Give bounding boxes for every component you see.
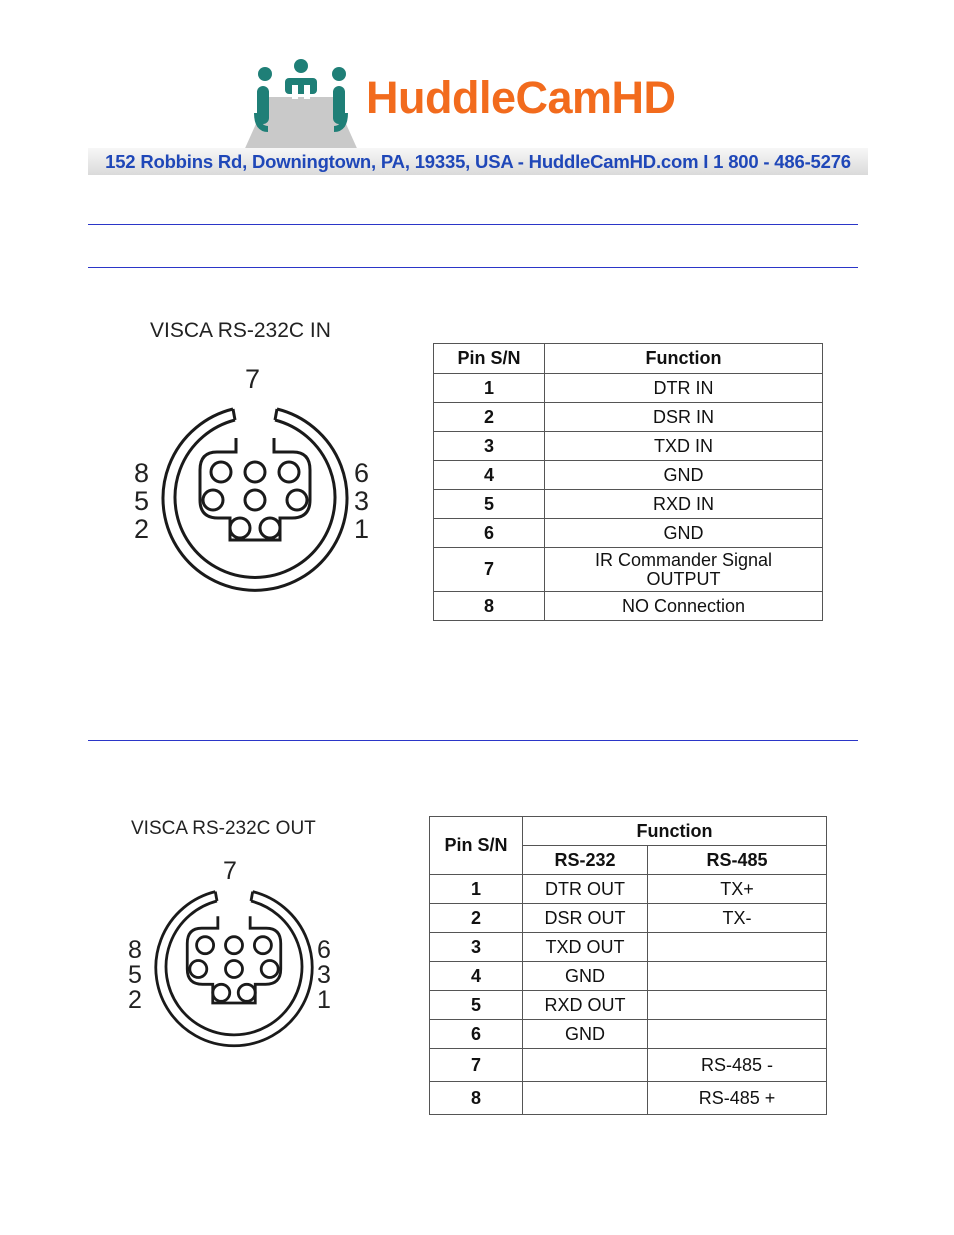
company-address: 152 Robbins Rd, Downingtown, PA, 19335, USA - HuddleCamHD.com I 1 800 - 486-5276 [105, 151, 851, 172]
rs485-cell: TX- [648, 904, 827, 933]
connector-left-pin-label: 5 [128, 961, 142, 989]
rs485-cell [648, 933, 827, 962]
connector-right-pin-label: 3 [354, 486, 370, 516]
visca-out-pin-table [429, 816, 827, 1115]
rs232-cell: DTR OUT [523, 875, 648, 904]
pin-cell: 7 [434, 548, 545, 592]
mini-din-connector-icon [150, 884, 318, 1054]
pin-cell: 6 [434, 519, 545, 548]
rs232-cell: GND [523, 1020, 648, 1049]
table-row [434, 461, 823, 490]
divider-rule [88, 267, 858, 268]
rs485-cell [648, 991, 827, 1020]
table-row [430, 962, 827, 991]
connector-right-pin-label: 3 [317, 961, 331, 989]
table-header: RS-485 [648, 846, 827, 875]
table-header: Pin S/N [434, 344, 545, 374]
table-header: Function [545, 344, 823, 374]
pin-cell: 2 [430, 904, 523, 933]
table-header: Function [523, 817, 827, 846]
function-cell: GND [545, 519, 823, 548]
pin-cell: 1 [434, 374, 545, 403]
connector-left-pin-label: 2 [128, 986, 142, 1014]
rs232-cell [523, 1049, 648, 1082]
table-row [430, 1082, 827, 1115]
connector-top-pin-label: 7 [245, 364, 261, 394]
table-row [434, 374, 823, 403]
visca-in-title: VISCA RS-232C IN [150, 319, 331, 342]
table-row [434, 519, 823, 548]
rs485-cell [648, 1020, 827, 1049]
pin-cell: 8 [434, 592, 545, 621]
table-header: RS-232 [523, 846, 648, 875]
table-row [434, 592, 823, 621]
pin-cell: 5 [434, 490, 545, 519]
visca-in-pin-table [433, 343, 823, 621]
pin-cell: 7 [430, 1049, 523, 1082]
function-cell: DSR IN [545, 403, 823, 432]
table-row [430, 1020, 827, 1049]
connector-right-pin-label: 6 [317, 936, 331, 964]
function-cell: TXD IN [545, 432, 823, 461]
rs485-cell: RS-485 + [648, 1082, 827, 1115]
function-cell: RXD IN [545, 490, 823, 519]
table-row [434, 490, 823, 519]
pin-cell: 4 [434, 461, 545, 490]
rs232-cell: RXD OUT [523, 991, 648, 1020]
mini-din-connector-icon [160, 400, 350, 600]
visca-out-title: VISCA RS-232C OUT [131, 818, 316, 839]
rs485-cell [648, 962, 827, 991]
table-row [434, 403, 823, 432]
pin-cell: 8 [430, 1082, 523, 1115]
connector-left-pin-label: 5 [134, 486, 150, 516]
rs232-cell: DSR OUT [523, 904, 648, 933]
connector-right-pin-label: 1 [354, 514, 370, 544]
function-cell: DTR IN [545, 374, 823, 403]
table-row [434, 432, 823, 461]
function-text: IR Commander Signal OUTPUT [594, 549, 773, 589]
function-cell: NO Connection [545, 592, 823, 621]
table-header: Pin S/N [430, 817, 523, 875]
table-row [430, 904, 827, 933]
connector-right-pin-label: 6 [354, 458, 370, 488]
pin-cell: 3 [430, 933, 523, 962]
pin-cell: 5 [430, 991, 523, 1020]
pin-cell: 2 [434, 403, 545, 432]
rs232-cell: TXD OUT [523, 933, 648, 962]
function-cell [545, 548, 823, 592]
rs232-cell [523, 1082, 648, 1115]
brand-name: HuddleCamHD [366, 72, 676, 123]
divider-rule [88, 224, 858, 225]
function-cell: GND [545, 461, 823, 490]
table-row [434, 548, 823, 592]
connector-top-pin-label: 7 [223, 857, 237, 885]
connector-left-pin-label: 8 [134, 458, 150, 488]
rs232-cell: GND [523, 962, 648, 991]
rs485-cell: RS-485 - [648, 1049, 827, 1082]
rs485-cell: TX+ [648, 875, 827, 904]
huddlecam-logo-icon [240, 55, 362, 155]
pin-cell: 1 [430, 875, 523, 904]
table-row [430, 1049, 827, 1082]
connector-left-pin-label: 2 [134, 514, 150, 544]
pin-cell: 3 [434, 432, 545, 461]
table-row [430, 933, 827, 962]
divider-rule [88, 740, 858, 741]
pin-cell: 4 [430, 962, 523, 991]
table-row [430, 991, 827, 1020]
connector-left-pin-label: 8 [128, 936, 142, 964]
connector-right-pin-label: 1 [317, 986, 331, 1014]
pin-cell: 6 [430, 1020, 523, 1049]
table-row [430, 875, 827, 904]
